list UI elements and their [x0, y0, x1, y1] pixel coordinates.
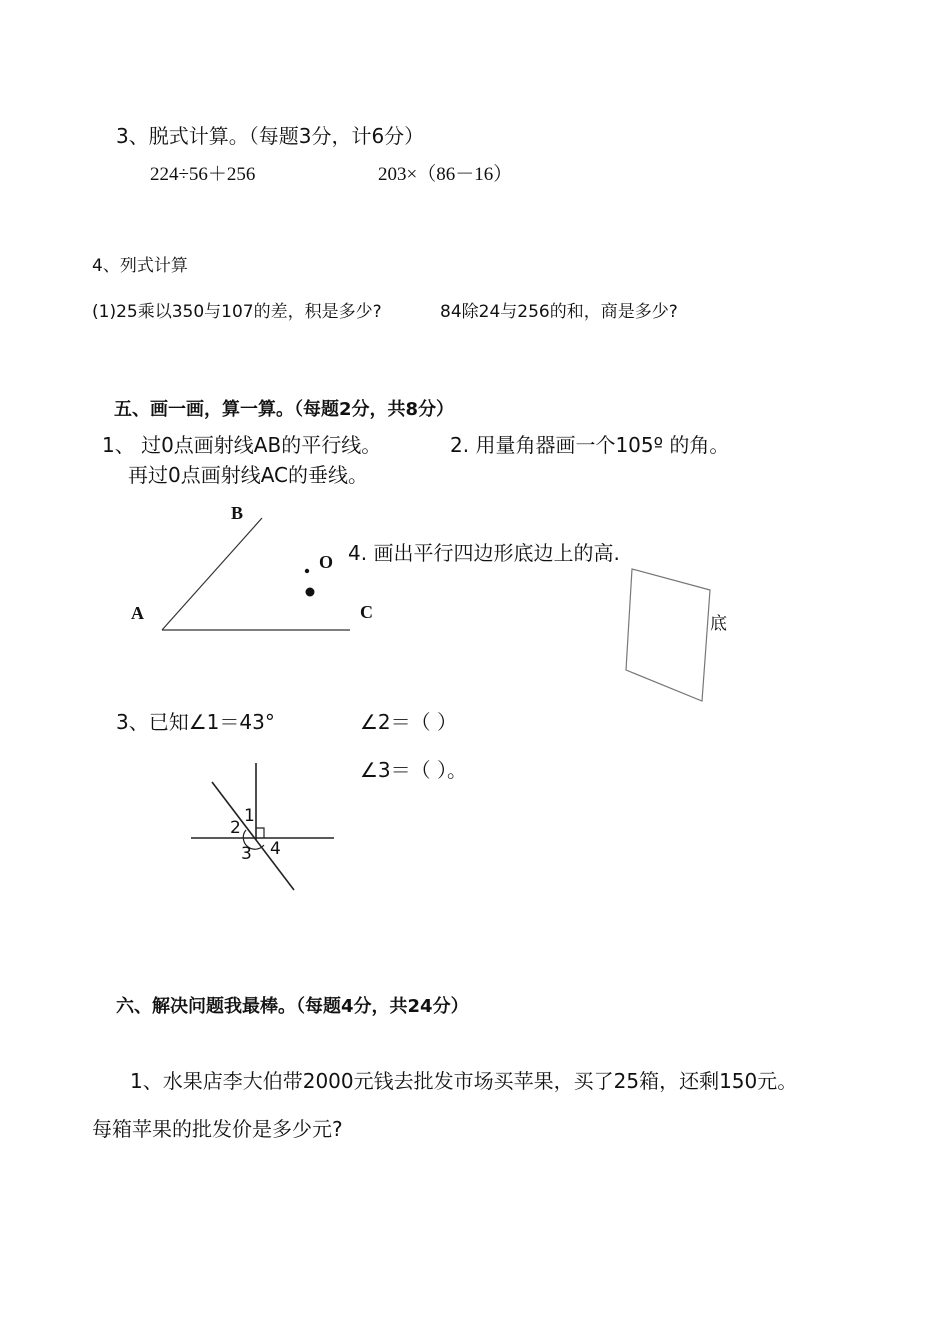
right-angle-mark	[256, 828, 264, 838]
part6-question-1-line-1: 1、水果店李大伯带2000元钱去批发市场买苹果，买了25箱，还剩150元。	[130, 1069, 798, 1093]
angle-number-2: 2	[230, 818, 241, 838]
angle-number-4: 4	[270, 839, 281, 859]
part5-question-1-line-2: 再过0点画射线AC的垂线。	[128, 463, 369, 487]
section3-heading: 3、脱式计算。（每题3分，计6分）	[116, 124, 425, 148]
angle-3-answer: ∠3＝（ ）。	[360, 758, 468, 782]
part6-heading: 六、解决问题我最棒。（每题4分，共24分）	[116, 996, 469, 1017]
label-a: A	[131, 603, 144, 623]
angle-number-3: 3	[241, 844, 252, 864]
part5-heading: 五、画一画，算一算。（每题2分，共8分）	[114, 399, 455, 420]
base-label: 底	[710, 614, 727, 634]
part5-question-2: 2. 用量角器画一个105º 的角。	[450, 433, 730, 457]
part5-question-3: 3、已知∠1＝43°	[116, 710, 275, 734]
section3-expression-1: 224÷56＋256	[150, 164, 256, 185]
part5-question-1-line-1: 1、 过0点画射线AB的平行线。	[102, 433, 382, 457]
part5-question-4: 4. 画出平行四边形底边上的高.	[348, 541, 620, 565]
angle-2-answer: ∠2＝（ ）	[360, 710, 458, 734]
section4-problem-2: 84除24与256的和，商是多少?	[440, 302, 678, 322]
label-b: B	[231, 503, 244, 523]
section4-problem-1: (1)25乘以350与107的差，积是多少?	[92, 302, 382, 322]
label-c: C	[360, 602, 373, 622]
label-o: O	[319, 552, 334, 572]
section4-heading: 4、列式计算	[92, 256, 188, 276]
diagonal-line	[212, 782, 294, 890]
section3-expression-2: 203×（86－16）	[378, 164, 513, 185]
angle-number-1: 1	[244, 806, 255, 826]
part6-question-1-line-2: 每箱苹果的批发价是多少元?	[92, 1117, 343, 1141]
